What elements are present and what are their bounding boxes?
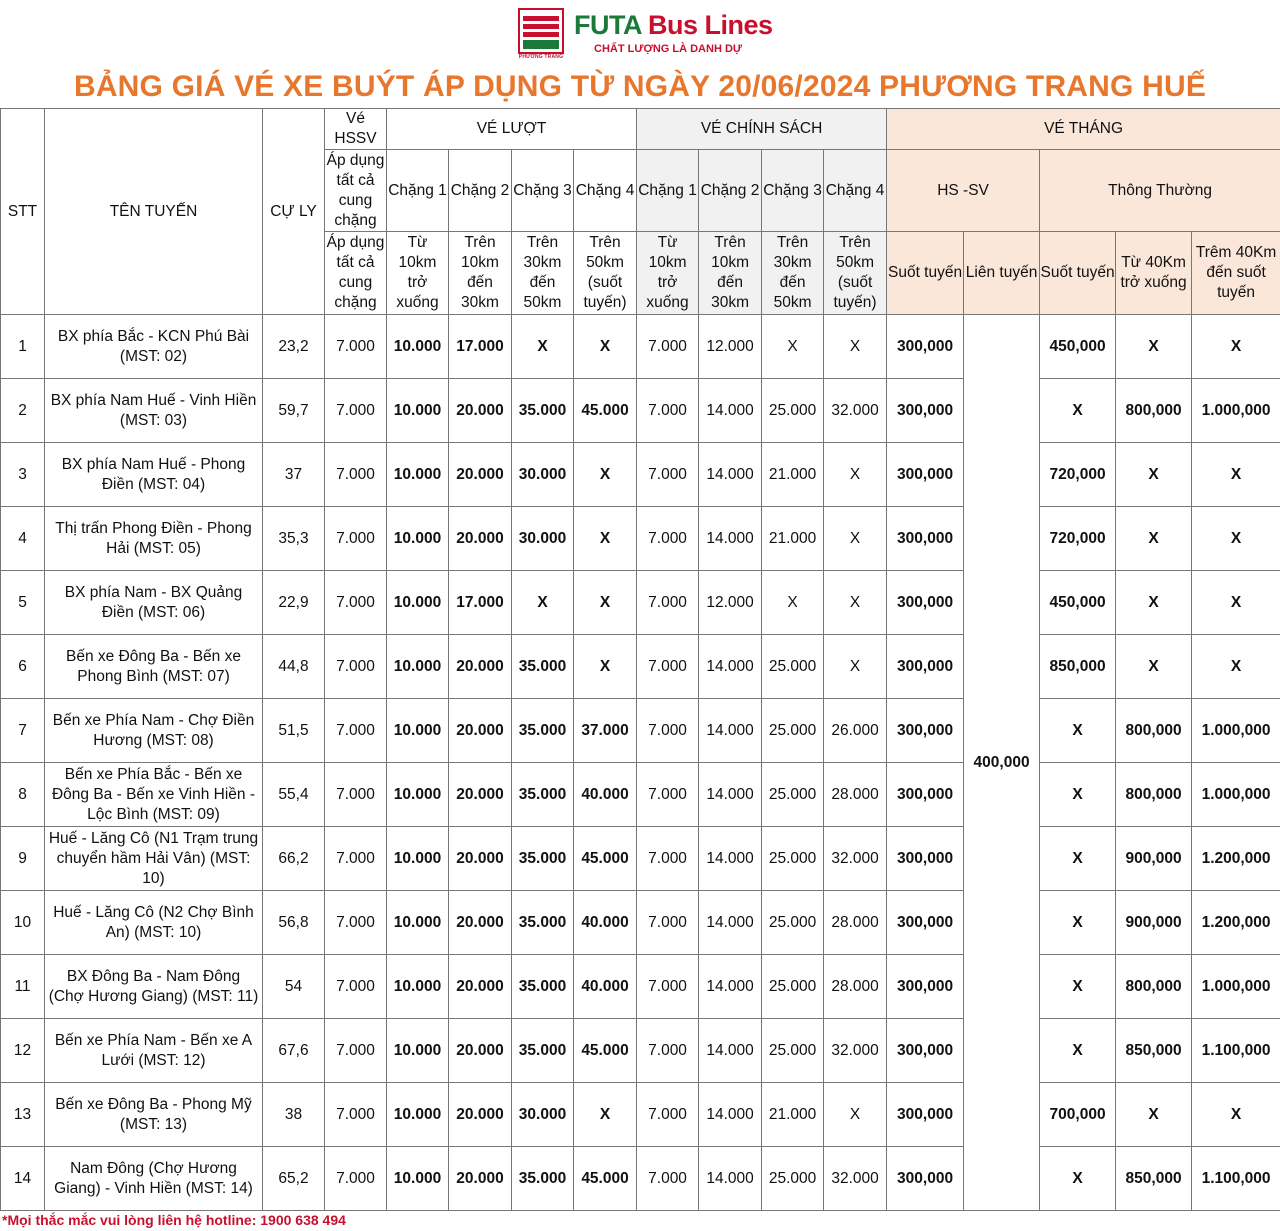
logo-emblem-caption: PHƯƠNG TRANG bbox=[518, 54, 564, 60]
single-stage-2-price: 20.000 bbox=[449, 699, 512, 763]
single-stage-2-price: 17.000 bbox=[449, 571, 512, 635]
policy-stage-1-price: 7.000 bbox=[637, 379, 699, 443]
monthly-over-40km-price: 1.100,000 bbox=[1192, 1019, 1280, 1083]
monthly-over-40km-price: 1.200,000 bbox=[1192, 827, 1280, 891]
single-stage-3-price: X bbox=[512, 315, 574, 379]
policy-stage-3-price: X bbox=[762, 315, 824, 379]
monthly-under-40km-price: X bbox=[1116, 507, 1192, 571]
monthly-under-40km-price: 850,000 bbox=[1116, 1019, 1192, 1083]
policy-stage-1-price: 7.000 bbox=[637, 571, 699, 635]
single-stage-1-price: 10.000 bbox=[387, 1083, 449, 1147]
header-hssv: Vé HSSV bbox=[325, 109, 387, 150]
monthly-hssv-price: 300,000 bbox=[887, 1019, 964, 1083]
header-hs-sv: HS -SV bbox=[887, 150, 1040, 232]
monthly-under-40km-price: 850,000 bbox=[1116, 1147, 1192, 1211]
single-stage-4-price: X bbox=[574, 443, 637, 507]
row-route: Huế - Lăng Cô (N1 Trạm trung chuyển hầm Hải Vân) (MST: 10) bbox=[45, 827, 263, 891]
fare-table bbox=[0, 108, 1280, 1211]
policy-stage-1-price: 7.000 bbox=[637, 827, 699, 891]
single-stage-2-price: 20.000 bbox=[449, 443, 512, 507]
row-distance: 54 bbox=[263, 955, 325, 1019]
monthly-over-40km-price: X bbox=[1192, 507, 1280, 571]
page-title: BẢNG GIÁ VÉ XE BUÝT ÁP DỤNG TỪ NGÀY 20/06/2024 PHƯƠNG TRANG HUẾ bbox=[73, 70, 1207, 103]
row-stt: 11 bbox=[1, 955, 45, 1019]
monthly-over-40km-price: 1.200,000 bbox=[1192, 891, 1280, 955]
table-row bbox=[1, 379, 1280, 443]
single-stage-4-price: X bbox=[574, 315, 637, 379]
monthly-full-route-price: X bbox=[1040, 891, 1116, 955]
single-stage-3-price: 35.000 bbox=[512, 955, 574, 1019]
policy-stage-1-price: 7.000 bbox=[637, 955, 699, 1019]
table-row bbox=[1, 571, 1280, 635]
policy-stage-2-price: 14.000 bbox=[699, 891, 762, 955]
monthly-hssv-price: 300,000 bbox=[887, 635, 964, 699]
policy-stage-4-price: 28.000 bbox=[824, 891, 887, 955]
policy-stage-2-price: 12.000 bbox=[699, 571, 762, 635]
policy-stage-4-price: 32.000 bbox=[824, 1019, 887, 1083]
row-stt: 2 bbox=[1, 379, 45, 443]
row-route: Bến xe Đông Ba - Bến xe Phong Bình (MST: 07) bbox=[45, 635, 263, 699]
table-row bbox=[1, 763, 1280, 827]
table-row bbox=[1, 955, 1280, 1019]
single-stage-2-price: 20.000 bbox=[449, 507, 512, 571]
row-stt: 3 bbox=[1, 443, 45, 507]
monthly-hssv-price: 300,000 bbox=[887, 1083, 964, 1147]
row-hssv-price: 7.000 bbox=[325, 635, 387, 699]
row-distance: 65,2 bbox=[263, 1147, 325, 1211]
single-stage-3-price: 35.000 bbox=[512, 699, 574, 763]
single-stage-4-price: X bbox=[574, 1083, 637, 1147]
monthly-under-40km-price: 800,000 bbox=[1116, 763, 1192, 827]
row-route: Nam Đông (Chợ Hương Giang) - Vinh Hiền (MST: 14) bbox=[45, 1147, 263, 1211]
single-stage-2-price: 20.000 bbox=[449, 763, 512, 827]
monthly-full-route-price: 450,000 bbox=[1040, 571, 1116, 635]
policy-stage-4-price: X bbox=[824, 507, 887, 571]
single-stage-4-price: 40.000 bbox=[574, 763, 637, 827]
header-stage: Chặng 1 bbox=[637, 150, 699, 232]
futa-emblem-icon bbox=[518, 8, 564, 54]
policy-stage-2-price: 14.000 bbox=[699, 379, 762, 443]
policy-stage-2-price: 14.000 bbox=[699, 1019, 762, 1083]
row-route: Thị trấn Phong Điền - Phong Hải (MST: 05) bbox=[45, 507, 263, 571]
monthly-hssv-price: 300,000 bbox=[887, 315, 964, 379]
monthly-under-40km-price: 900,000 bbox=[1116, 891, 1192, 955]
table-row bbox=[1, 1083, 1280, 1147]
single-stage-1-price: 10.000 bbox=[387, 635, 449, 699]
row-hssv-price: 7.000 bbox=[325, 827, 387, 891]
policy-stage-4-price: X bbox=[824, 571, 887, 635]
policy-stage-1-price: 7.000 bbox=[637, 763, 699, 827]
single-stage-3-price: 30.000 bbox=[512, 1083, 574, 1147]
row-stt: 12 bbox=[1, 1019, 45, 1083]
header-stage-range: Trên 30km đến 50km bbox=[762, 232, 824, 315]
row-route: Bến xe Đông Ba - Phong Mỹ (MST: 13) bbox=[45, 1083, 263, 1147]
single-stage-4-price: 40.000 bbox=[574, 891, 637, 955]
monthly-interline-price: 400,000 bbox=[964, 315, 1040, 1211]
header-stage: Chặng 3 bbox=[762, 150, 824, 232]
policy-stage-1-price: 7.000 bbox=[637, 1083, 699, 1147]
row-stt: 10 bbox=[1, 891, 45, 955]
policy-stage-1-price: 7.000 bbox=[637, 443, 699, 507]
row-stt: 8 bbox=[1, 763, 45, 827]
monthly-under-40km-price: X bbox=[1116, 571, 1192, 635]
row-stt: 1 bbox=[1, 315, 45, 379]
row-route: BX phía Nam - BX Quảng Điền (MST: 06) bbox=[45, 571, 263, 635]
policy-stage-3-price: 25.000 bbox=[762, 379, 824, 443]
monthly-over-40km-price: 1.000,000 bbox=[1192, 955, 1280, 1019]
single-stage-2-price: 20.000 bbox=[449, 827, 512, 891]
policy-stage-3-price: 21.000 bbox=[762, 507, 824, 571]
single-stage-2-price: 20.000 bbox=[449, 379, 512, 443]
policy-stage-4-price: 28.000 bbox=[824, 763, 887, 827]
policy-stage-1-price: 7.000 bbox=[637, 1019, 699, 1083]
header-monthly-sub: Suốt tuyến bbox=[1040, 232, 1116, 315]
policy-stage-3-price: X bbox=[762, 571, 824, 635]
header-stage-range: Trên 30km đến 50km bbox=[512, 232, 574, 315]
monthly-under-40km-price: X bbox=[1116, 1083, 1192, 1147]
monthly-full-route-price: 700,000 bbox=[1040, 1083, 1116, 1147]
single-stage-4-price: X bbox=[574, 635, 637, 699]
monthly-under-40km-price: 800,000 bbox=[1116, 699, 1192, 763]
single-stage-1-price: 10.000 bbox=[387, 443, 449, 507]
row-hssv-price: 7.000 bbox=[325, 1147, 387, 1211]
row-hssv-price: 7.000 bbox=[325, 315, 387, 379]
monthly-full-route-price: X bbox=[1040, 763, 1116, 827]
single-stage-1-price: 10.000 bbox=[387, 379, 449, 443]
single-stage-4-price: 45.000 bbox=[574, 1147, 637, 1211]
policy-stage-3-price: 25.000 bbox=[762, 955, 824, 1019]
table-row bbox=[1, 1019, 1280, 1083]
row-route: Bến xe Phía Nam - Chợ Điền Hương (MST: 08) bbox=[45, 699, 263, 763]
table-row bbox=[1, 315, 1280, 379]
monthly-full-route-price: 720,000 bbox=[1040, 443, 1116, 507]
monthly-over-40km-price: 1.000,000 bbox=[1192, 763, 1280, 827]
policy-stage-2-price: 14.000 bbox=[699, 1083, 762, 1147]
row-route: BX phía Bắc - KCN Phú Bài (MST: 02) bbox=[45, 315, 263, 379]
row-distance: 37 bbox=[263, 443, 325, 507]
monthly-over-40km-price: X bbox=[1192, 571, 1280, 635]
policy-stage-4-price: X bbox=[824, 1083, 887, 1147]
header-distance: CỰ LY bbox=[263, 109, 325, 315]
row-hssv-price: 7.000 bbox=[325, 955, 387, 1019]
single-stage-3-price: 35.000 bbox=[512, 827, 574, 891]
row-hssv-price: 7.000 bbox=[325, 891, 387, 955]
single-stage-3-price: 35.000 bbox=[512, 379, 574, 443]
header-monthly-sub: Suốt tuyến bbox=[887, 232, 964, 315]
row-route: Huế - Lăng Cô (N2 Chợ Bình An) (MST: 10) bbox=[45, 891, 263, 955]
monthly-over-40km-price: X bbox=[1192, 315, 1280, 379]
single-stage-3-price: 35.000 bbox=[512, 891, 574, 955]
single-stage-3-price: 35.000 bbox=[512, 763, 574, 827]
row-distance: 66,2 bbox=[263, 827, 325, 891]
table-row bbox=[1, 699, 1280, 763]
single-stage-2-price: 20.000 bbox=[449, 1083, 512, 1147]
policy-stage-1-price: 7.000 bbox=[637, 699, 699, 763]
single-stage-1-price: 10.000 bbox=[387, 955, 449, 1019]
single-stage-1-price: 10.000 bbox=[387, 763, 449, 827]
monthly-under-40km-price: X bbox=[1116, 315, 1192, 379]
single-stage-3-price: X bbox=[512, 571, 574, 635]
header-stage: Chặng 4 bbox=[824, 150, 887, 232]
policy-stage-4-price: 32.000 bbox=[824, 1147, 887, 1211]
single-stage-4-price: 45.000 bbox=[574, 1019, 637, 1083]
policy-stage-2-price: 14.000 bbox=[699, 699, 762, 763]
single-stage-4-price: 37.000 bbox=[574, 699, 637, 763]
row-distance: 22,9 bbox=[263, 571, 325, 635]
policy-stage-3-price: 25.000 bbox=[762, 891, 824, 955]
monthly-hssv-price: 300,000 bbox=[887, 507, 964, 571]
header-monthly-ticket: VÉ THÁNG bbox=[887, 109, 1280, 150]
header-hssv-apply: Áp dụng tất cả cung chặng bbox=[325, 232, 387, 315]
row-route: BX phía Nam Huế - Phong Điền (MST: 04) bbox=[45, 443, 263, 507]
single-stage-1-price: 10.000 bbox=[387, 1147, 449, 1211]
row-distance: 44,8 bbox=[263, 635, 325, 699]
single-stage-4-price: 45.000 bbox=[574, 379, 637, 443]
policy-stage-1-price: 7.000 bbox=[637, 315, 699, 379]
monthly-full-route-price: X bbox=[1040, 379, 1116, 443]
single-stage-2-price: 17.000 bbox=[449, 315, 512, 379]
single-stage-3-price: 35.000 bbox=[512, 1019, 574, 1083]
policy-stage-2-price: 14.000 bbox=[699, 763, 762, 827]
policy-stage-1-price: 7.000 bbox=[637, 635, 699, 699]
header-monthly-sub: Liên tuyến bbox=[964, 232, 1040, 315]
monthly-full-route-price: 850,000 bbox=[1040, 635, 1116, 699]
policy-stage-2-price: 12.000 bbox=[699, 315, 762, 379]
header-stt: STT bbox=[1, 109, 45, 315]
monthly-under-40km-price: X bbox=[1116, 635, 1192, 699]
monthly-hssv-price: 300,000 bbox=[887, 955, 964, 1019]
single-stage-2-price: 20.000 bbox=[449, 891, 512, 955]
header-stage-range: Từ 10km trở xuống bbox=[387, 232, 449, 315]
row-stt: 13 bbox=[1, 1083, 45, 1147]
monthly-over-40km-price: 1.000,000 bbox=[1192, 379, 1280, 443]
single-stage-3-price: 30.000 bbox=[512, 443, 574, 507]
header-hssv-apply: Áp dụng tất cả cung chặng bbox=[325, 150, 387, 232]
single-stage-2-price: 20.000 bbox=[449, 1147, 512, 1211]
header-stage-range: Trên 50km (suốt tuyến) bbox=[574, 232, 637, 315]
policy-stage-2-price: 14.000 bbox=[699, 443, 762, 507]
monthly-hssv-price: 300,000 bbox=[887, 571, 964, 635]
monthly-full-route-price: 720,000 bbox=[1040, 507, 1116, 571]
row-distance: 38 bbox=[263, 1083, 325, 1147]
policy-stage-2-price: 14.000 bbox=[699, 955, 762, 1019]
header-route: TÊN TUYẾN bbox=[45, 109, 263, 315]
single-stage-2-price: 20.000 bbox=[449, 1019, 512, 1083]
policy-stage-4-price: 32.000 bbox=[824, 827, 887, 891]
header-regular: Thông Thường bbox=[1040, 150, 1280, 232]
header-policy-ticket: VÉ CHÍNH SÁCH bbox=[637, 109, 887, 150]
monthly-under-40km-price: 800,000 bbox=[1116, 379, 1192, 443]
policy-stage-3-price: 21.000 bbox=[762, 1083, 824, 1147]
row-hssv-price: 7.000 bbox=[325, 699, 387, 763]
policy-stage-3-price: 25.000 bbox=[762, 699, 824, 763]
single-stage-4-price: X bbox=[574, 507, 637, 571]
row-distance: 67,6 bbox=[263, 1019, 325, 1083]
row-hssv-price: 7.000 bbox=[325, 379, 387, 443]
row-hssv-price: 7.000 bbox=[325, 1083, 387, 1147]
monthly-over-40km-price: 1.100,000 bbox=[1192, 1147, 1280, 1211]
monthly-full-route-price: 450,000 bbox=[1040, 315, 1116, 379]
monthly-full-route-price: X bbox=[1040, 827, 1116, 891]
monthly-over-40km-price: 1.000,000 bbox=[1192, 699, 1280, 763]
single-stage-2-price: 20.000 bbox=[449, 955, 512, 1019]
single-stage-1-price: 10.000 bbox=[387, 571, 449, 635]
table-row bbox=[1, 507, 1280, 571]
header-stage: Chặng 2 bbox=[449, 150, 512, 232]
row-stt: 4 bbox=[1, 507, 45, 571]
row-stt: 14 bbox=[1, 1147, 45, 1211]
policy-stage-4-price: 32.000 bbox=[824, 379, 887, 443]
single-stage-3-price: 35.000 bbox=[512, 635, 574, 699]
table-row bbox=[1, 1147, 1280, 1211]
header-stage-range: Từ 10km trở xuống bbox=[637, 232, 699, 315]
monthly-over-40km-price: X bbox=[1192, 1083, 1280, 1147]
monthly-full-route-price: X bbox=[1040, 699, 1116, 763]
brand-name: FUTA Bus Lines bbox=[574, 10, 773, 40]
policy-stage-3-price: 21.000 bbox=[762, 443, 824, 507]
header-stage: Chặng 1 bbox=[387, 150, 449, 232]
single-stage-1-price: 10.000 bbox=[387, 827, 449, 891]
policy-stage-4-price: X bbox=[824, 315, 887, 379]
policy-stage-2-price: 14.000 bbox=[699, 635, 762, 699]
single-stage-1-price: 10.000 bbox=[387, 891, 449, 955]
monthly-hssv-price: 300,000 bbox=[887, 763, 964, 827]
single-stage-1-price: 10.000 bbox=[387, 507, 449, 571]
header-stage-range: Trên 50km (suốt tuyến) bbox=[824, 232, 887, 315]
brand-slogan: CHẤT LƯỢNG LÀ DANH DỰ bbox=[594, 43, 743, 55]
policy-stage-4-price: X bbox=[824, 443, 887, 507]
monthly-hssv-price: 300,000 bbox=[887, 1147, 964, 1211]
table-row bbox=[1, 827, 1280, 891]
monthly-under-40km-price: 900,000 bbox=[1116, 827, 1192, 891]
single-stage-3-price: 35.000 bbox=[512, 1147, 574, 1211]
monthly-over-40km-price: X bbox=[1192, 443, 1280, 507]
policy-stage-3-price: 25.000 bbox=[762, 635, 824, 699]
monthly-hssv-price: 300,000 bbox=[887, 891, 964, 955]
policy-stage-2-price: 14.000 bbox=[699, 507, 762, 571]
row-hssv-price: 7.000 bbox=[325, 1019, 387, 1083]
row-hssv-price: 7.000 bbox=[325, 507, 387, 571]
row-distance: 55,4 bbox=[263, 763, 325, 827]
policy-stage-4-price: 26.000 bbox=[824, 699, 887, 763]
row-stt: 5 bbox=[1, 571, 45, 635]
table-row bbox=[1, 635, 1280, 699]
monthly-full-route-price: X bbox=[1040, 955, 1116, 1019]
header-single-ticket: VÉ LƯỢT bbox=[387, 109, 637, 150]
table-row bbox=[1, 891, 1280, 955]
policy-stage-3-price: 25.000 bbox=[762, 1019, 824, 1083]
monthly-hssv-price: 300,000 bbox=[887, 827, 964, 891]
header-stage-range: Trên 10km đến 30km bbox=[449, 232, 512, 315]
futa-logo bbox=[518, 8, 773, 60]
row-hssv-price: 7.000 bbox=[325, 571, 387, 635]
single-stage-4-price: 40.000 bbox=[574, 955, 637, 1019]
row-route: Bến xe Phía Bắc - Bến xe Đông Ba - Bến xe Vinh Hiền - Lộc Bình (MST: 09) bbox=[45, 763, 263, 827]
header-monthly-sub: Trêm 40Km đến suốt tuyến bbox=[1192, 232, 1280, 315]
single-stage-3-price: 30.000 bbox=[512, 507, 574, 571]
row-route: BX Đông Ba - Nam Đông (Chợ Hương Giang) (MST: 11) bbox=[45, 955, 263, 1019]
row-route: Bến xe Phía Nam - Bến xe A Lưới (MST: 12) bbox=[45, 1019, 263, 1083]
single-stage-4-price: X bbox=[574, 571, 637, 635]
policy-stage-4-price: X bbox=[824, 635, 887, 699]
table-row bbox=[1, 443, 1280, 507]
policy-stage-3-price: 25.000 bbox=[762, 763, 824, 827]
monthly-under-40km-price: X bbox=[1116, 443, 1192, 507]
header-stage: Chặng 4 bbox=[574, 150, 637, 232]
monthly-full-route-price: X bbox=[1040, 1147, 1116, 1211]
hotline-note: *Mọi thắc mắc vui lòng liên hệ hotline: 1900 638 494 bbox=[2, 1212, 346, 1228]
monthly-hssv-price: 300,000 bbox=[887, 699, 964, 763]
header-stage: Chặng 3 bbox=[512, 150, 574, 232]
policy-stage-2-price: 14.000 bbox=[699, 1147, 762, 1211]
row-stt: 6 bbox=[1, 635, 45, 699]
row-distance: 56,8 bbox=[263, 891, 325, 955]
single-stage-1-price: 10.000 bbox=[387, 1019, 449, 1083]
monthly-over-40km-price: X bbox=[1192, 635, 1280, 699]
policy-stage-2-price: 14.000 bbox=[699, 827, 762, 891]
single-stage-1-price: 10.000 bbox=[387, 699, 449, 763]
header-monthly-sub: Từ 40Km trở xuống bbox=[1116, 232, 1192, 315]
row-hssv-price: 7.000 bbox=[325, 763, 387, 827]
row-route: BX phía Nam Huế - Vinh Hiền (MST: 03) bbox=[45, 379, 263, 443]
row-distance: 59,7 bbox=[263, 379, 325, 443]
policy-stage-1-price: 7.000 bbox=[637, 1147, 699, 1211]
monthly-full-route-price: X bbox=[1040, 1019, 1116, 1083]
row-distance: 51,5 bbox=[263, 699, 325, 763]
single-stage-2-price: 20.000 bbox=[449, 635, 512, 699]
header-stage-range: Trên 10km đến 30km bbox=[699, 232, 762, 315]
policy-stage-3-price: 25.000 bbox=[762, 1147, 824, 1211]
header-row bbox=[1, 109, 1280, 150]
row-stt: 9 bbox=[1, 827, 45, 891]
policy-stage-3-price: 25.000 bbox=[762, 827, 824, 891]
monthly-under-40km-price: 800,000 bbox=[1116, 955, 1192, 1019]
policy-stage-4-price: 28.000 bbox=[824, 955, 887, 1019]
header-stage: Chặng 2 bbox=[699, 150, 762, 232]
row-stt: 7 bbox=[1, 699, 45, 763]
monthly-hssv-price: 300,000 bbox=[887, 379, 964, 443]
row-distance: 23,2 bbox=[263, 315, 325, 379]
single-stage-4-price: 45.000 bbox=[574, 827, 637, 891]
policy-stage-1-price: 7.000 bbox=[637, 891, 699, 955]
single-stage-1-price: 10.000 bbox=[387, 315, 449, 379]
row-distance: 35,3 bbox=[263, 507, 325, 571]
monthly-hssv-price: 300,000 bbox=[887, 443, 964, 507]
policy-stage-1-price: 7.000 bbox=[637, 507, 699, 571]
row-hssv-price: 7.000 bbox=[325, 443, 387, 507]
